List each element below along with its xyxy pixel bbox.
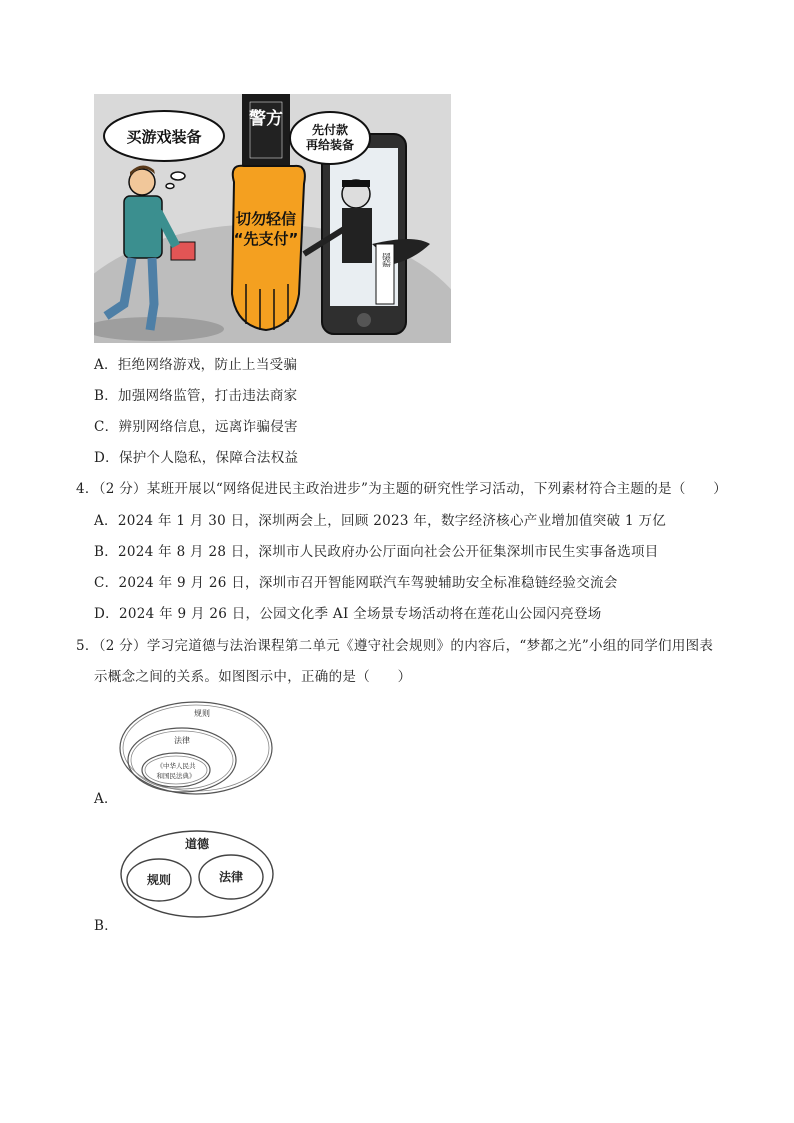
diagram-b-left-label: 规则 — [146, 873, 172, 887]
q4-option-c[interactable]: C．2024 年 9 月 26 日，深圳市召开智能网联汽车驾驶辅助安全标准稳链经验交流会 — [94, 575, 618, 591]
q5-option-a-letter[interactable]: A． — [94, 791, 118, 807]
q5-stem-line2: 示概念之间的关系。如图图示中，正确的是（ ） — [94, 669, 412, 685]
svg-text:再给装备: 再给装备 — [305, 138, 355, 152]
diagram-a-nested-circles[interactable] — [116, 698, 276, 802]
diagram-a-inner-label-2: 和国民法典》 — [156, 772, 196, 780]
q3-option-a[interactable]: A．拒绝网络游戏，防止上当受骗 — [94, 357, 298, 373]
svg-text:警方: 警方 — [249, 109, 283, 129]
q3-option-d[interactable]: D．保护个人隐私，保障合法权益 — [94, 450, 299, 466]
diagram-b-circles[interactable] — [117, 826, 279, 920]
q5-stem-line1: 5．（2 分）学习完道德与法治课程第二单元《遵守社会规则》的内容后，“梦都之光”小组的同学们用图表 — [76, 638, 714, 654]
diagram-b-right-label: 法律 — [218, 870, 244, 884]
q5-option-b-letter[interactable]: B． — [94, 918, 119, 934]
svg-text:先付款: 先付款 — [311, 123, 349, 137]
q4-option-d[interactable]: D．2024 年 9 月 26 日，公园文化季 AI 全场景专场活动将在莲花山公园闪亮登场 — [94, 606, 602, 622]
q3-option-b[interactable]: B．加强网络监管，打击违法商家 — [94, 388, 298, 404]
warning-hand — [232, 166, 305, 330]
q4-stem: 4．（2 分）某班开展以“网络促进民主政治进步”为主题的研究性学习活动，下列素材符合主题的是（ ） — [76, 481, 728, 497]
q4-option-a[interactable]: A．2024 年 1 月 30 日，深圳两会上，回顾 2023 年，数字经济核心产业增加值突破 1 万亿 — [94, 513, 667, 529]
diagram-a-outer-label: 规则 — [194, 709, 210, 718]
police-sleeve — [242, 94, 290, 166]
svg-text:切勿轻信: 切勿轻信 — [235, 210, 297, 228]
svg-text:网络游戏骗局 — [380, 253, 391, 267]
svg-text:买游戏装备: 买游戏装备 — [126, 128, 202, 146]
svg-text:“先支付”: “先支付” — [233, 230, 299, 248]
diagram-a-inner-label-1: 《中华人民共 — [156, 762, 196, 770]
diagram-b-outer-label: 道德 — [184, 837, 210, 851]
q3-option-c[interactable]: C．辨别网络信息，远离诈骗侵害 — [94, 419, 298, 435]
diagram-a-middle-label: 法律 — [174, 736, 190, 745]
q4-option-b[interactable]: B．2024 年 8 月 28 日，深圳市人民政府办公厅面向社会公开征集深圳市民生实事备选项目 — [94, 544, 659, 560]
fraud-warning-cartoon — [94, 94, 451, 343]
